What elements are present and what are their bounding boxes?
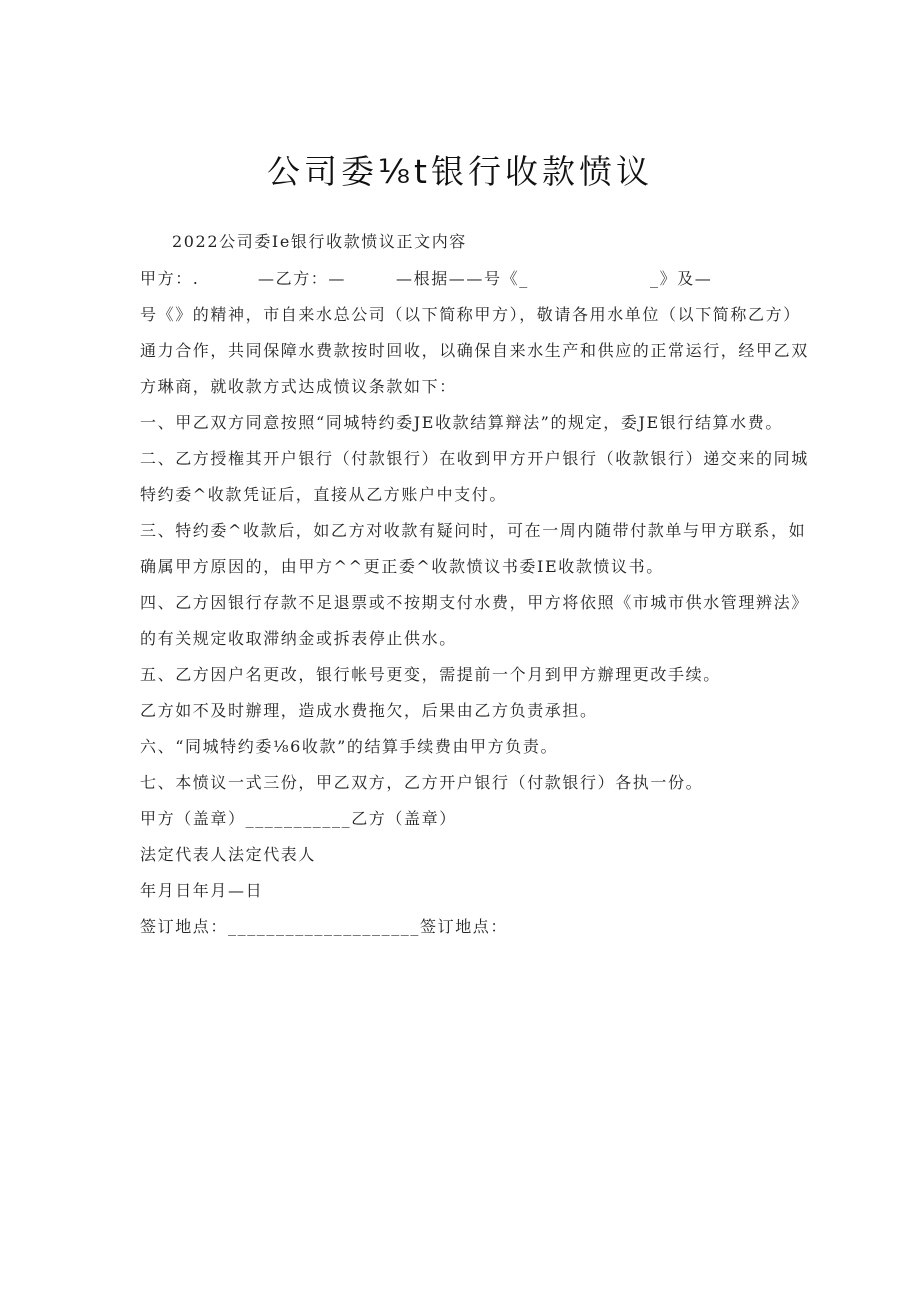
legal-representative-line: 法定代表人法定代表人 xyxy=(140,845,317,864)
paragraph-line: 方琳商，就收款方式达成愤议条款如下： xyxy=(140,377,457,396)
party-a-label: 甲方：. xyxy=(140,269,200,288)
seal-line: 甲方（盖章）___________乙方（盖章） xyxy=(140,809,457,828)
clause-4-cont: 的有关规定收取滞纳金或拆表停止供水。 xyxy=(140,629,457,648)
clause-5: 五、乙方因户名更改，银行帐号更变，需提前一个月到甲方辦理更改手续。 xyxy=(140,665,721,684)
clause-2-cont: 特约委^收款凭证后，直接从乙方账户中支付。 xyxy=(140,485,508,504)
document-title: 公司委⅛t银行收款愤议 xyxy=(267,152,653,191)
clause-6: 六、“同城特约委⅛6收款”的结算手续费由甲方负责。 xyxy=(140,737,559,756)
clause-1: 一、甲乙双方同意按照“同城特约委JE收款结算辩法”的规定，委JE银行结算水费。 xyxy=(140,413,783,432)
clause-3: 三、特约委^收款后，如乙方对收款有疑问时，可在一周内随带付款单与甲方联系，如 xyxy=(140,521,807,540)
basis-tail: _》及— xyxy=(650,269,713,288)
clause-7: 七、本愤议一式三份，甲乙双方，乙方开户银行（付款银行）各执一份。 xyxy=(140,773,704,792)
paragraph-line: 通力合作，共同保障水费款按时回收，以确保自来水生产和供应的正常运行，经甲乙双 xyxy=(140,341,809,360)
clause-5-cont: 乙方如不及时辦理，造成水费拖欠，后果由乙方负责承担。 xyxy=(140,701,598,720)
party-line xyxy=(140,266,200,289)
basis-label: —根据——号《_ xyxy=(396,269,529,288)
clause-3-cont: 确属甲方原因的，由甲方^^更正委^收款愤议书委IE收款愤议书。 xyxy=(140,557,664,576)
paragraph-line: 号《》的精神，市自来水总公司（以下简称甲方），敬请各用水单位（以下简称乙方） xyxy=(140,305,801,324)
party-b-label: —乙方：— xyxy=(258,269,347,288)
date-line: 年月日年月—日 xyxy=(140,881,264,900)
document-subtitle: 2022公司委Ie银行收款愤议正文内容 xyxy=(172,232,467,251)
signing-place-line: 签订地点：____________________签订地点： xyxy=(140,917,509,936)
clause-2: 二、乙方授権其开户银行（付款银行）在收到甲方开户银行（收款银行）递交来的同城 xyxy=(140,449,809,468)
clause-4: 四、乙方因银行存款不足退票或不按期支付水费，甲方将依照《市城市供水管理辨法》 xyxy=(140,593,809,612)
